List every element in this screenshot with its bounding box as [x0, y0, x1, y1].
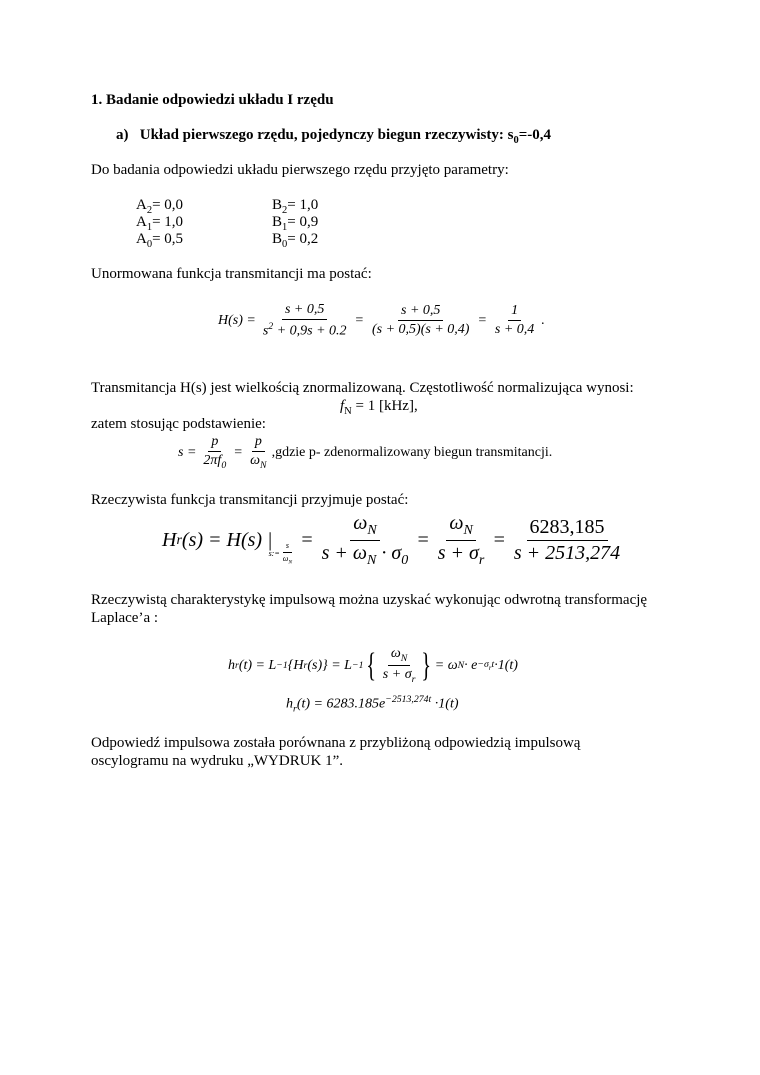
equation-impulse-general: h r (t) = L −1 {H r (s)} = L −1 { $\frac{\omega_N}{s + \sigma_r}$ } = ω N · e $-\sigma_rt$ ·1(t) — [228, 646, 518, 685]
param-a0: $A_0= 0,5$ — [136, 231, 184, 250]
impulse-text-1: Rzeczywistą charakterystykę impulsową można uzyskać wykonując odwrotną transformację — [91, 592, 648, 608]
conclusion-text-1: Odpowiedź impulsowa została porównana z przybliżoną odpowiedzią impulsową — [91, 735, 581, 751]
equation-substitution: s = $\frac{p}{2\pi f_0}$ = $\frac{p}{\omega_N}$ ,gdzie p- zdenormalizowany biegun transmitancji. — [178, 434, 553, 471]
subsection-heading — [116, 127, 551, 146]
unnorm-text: Unormowana funkcja transmitancji ma postać: — [91, 266, 372, 282]
param-b0: $B_0= 0,2$ — [272, 231, 319, 250]
subsection-value: =-0,4 — [518, 127, 552, 143]
param-a1: $A_1= 1,0$ — [136, 214, 184, 233]
param-b1: $B_1= 0,9$ — [272, 214, 319, 233]
subst-text: zatem stosując podstawienie: — [91, 416, 266, 432]
param-b2: $B_2= 1,0$ — [272, 197, 319, 216]
equation-impulse-numeric: $h_r(t) = 6283.185e^{-2513,274t} \cdot 1(t)$ — [286, 694, 459, 715]
section-heading: 1. Badanie odpowiedzi układu I rzędu — [91, 92, 334, 108]
equation-transfer-real: H r (s) = H(s) | s:= $\frac{s}{\omega_N}$ = $\frac{\omega_N}{s + \omega_N \cdot \sigma_0}$ = $\frac{\omega_N}{s + \sigma_r}$ = $\frac{6283,185}{s + 2513,274}$ — [162, 512, 621, 569]
norm-text: Transmitancja H(s) jest wielkością znormalizowaną. Częstotliwość normalizująca wynosi: — [91, 380, 634, 396]
intro-text: Do badania odpowiedzi układu pierwszego rzędu przyjęto parametry: — [91, 162, 509, 178]
real-text: Rzeczywista funkcja transmitancji przyjmuje postać: — [91, 492, 409, 508]
subsection-text: Układ pierwszego rzędu, pojedynczy biegun rzeczywisty: s — [139, 127, 514, 143]
left-brace: { — [366, 646, 377, 684]
substitution-note: ,gdzie p- zdenormalizowany biegun transmitancji. — [271, 444, 553, 460]
conclusion-text-2: oscylogramu na wydruku „WYDRUK 1”. — [91, 753, 344, 769]
impulse-text-2: Laplace’a : — [91, 610, 159, 626]
right-brace: } — [421, 646, 432, 684]
equation-transfer-unnormalized: H(s) = $\frac{s + 0,5}{s^2 + 0,9s + 0.2}$ = $\frac{s + 0,5}{(s + 0,5)(s + 0,4)}$ = $\frac{1}{s + 0,4}$ . — [218, 302, 545, 339]
fn-line: $f_N = 1$ [kHz], — [340, 398, 418, 417]
subsection-prefix: a) — [116, 127, 129, 143]
param-a2: $A_2= 0,0$ — [136, 197, 184, 216]
subsection-sub: 0 — [513, 135, 519, 146]
substitution-condition: s:= $\frac{s}{\omega_N}$ — [268, 541, 293, 566]
